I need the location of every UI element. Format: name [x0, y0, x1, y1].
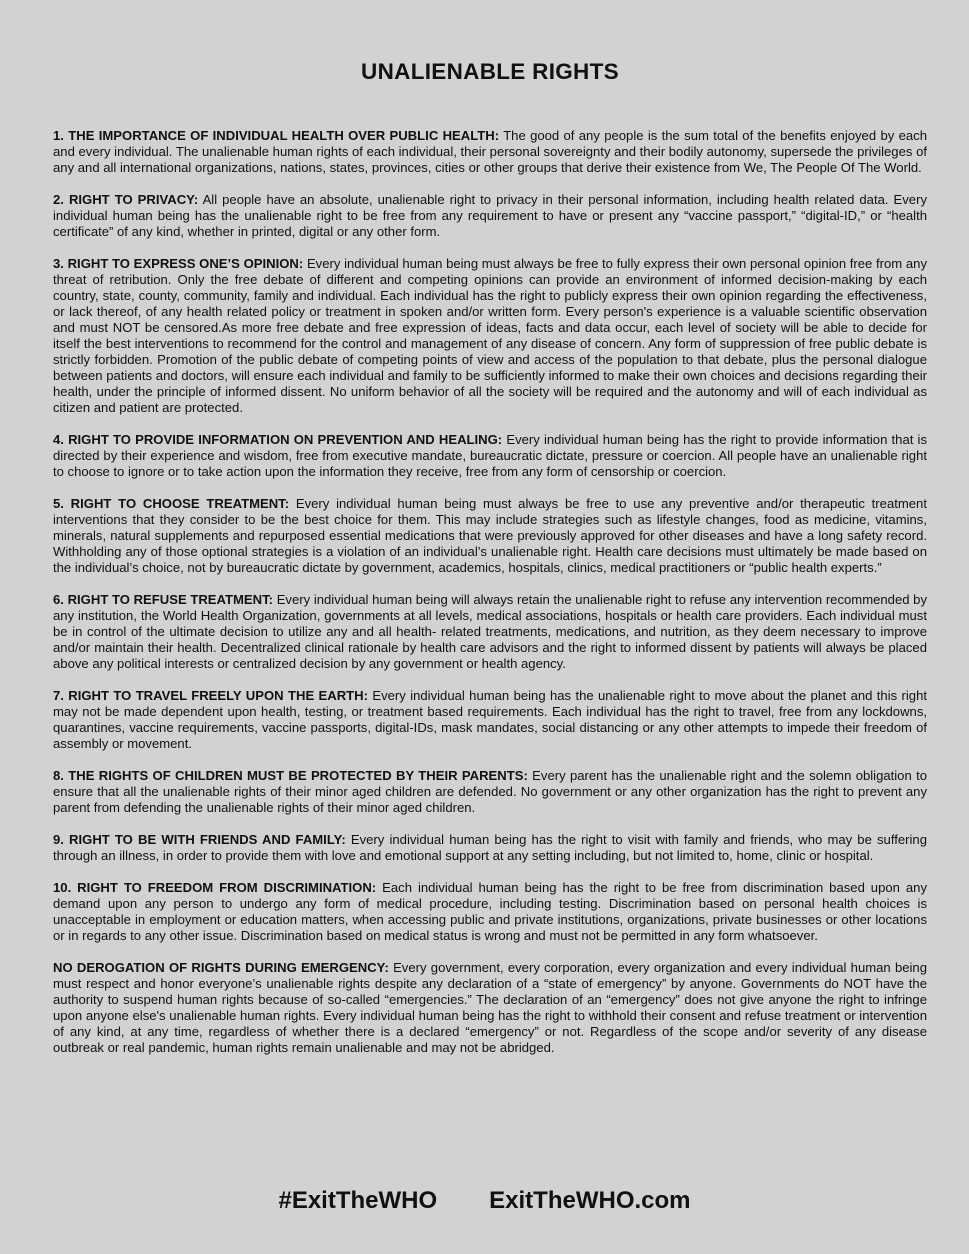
section-body: Every parent has the unalienable right and the solemn obligation to ensure that all the unalienable rights of their minor aged children are defended. No government or any other organization has the right to prevent any parent from defending the unalienable rights of their minor aged children. — [53, 768, 927, 815]
section-heading: 3. RIGHT TO EXPRESS ONE’S OPINION: — [53, 256, 304, 271]
section-body: Every individual human being has the unalienable right to move about the planet and this right may not be made dependent upon health, testing, or treatment based requirements. Each individual has the right to travel, free from any lockdowns, quarantines, vaccine requirements, vaccine passports, digital-IDs, mask mandates, social distancing or any other attempts to impede their freedom of assembly or movement. — [53, 688, 928, 751]
section-heading: 7. RIGHT TO TRAVEL FREELY UPON THE EARTH: — [53, 688, 368, 703]
section-8 — [53, 768, 927, 816]
section-body: All people have an absolute, unalienable right to privacy in their personal information, including health related data. Every individual human being has the unalienable right to be free from any requirement to have or present any “vaccine passport,” “digital-ID,” or “health certificate” of any kind, whether in printed, digital or any other form. — [53, 192, 927, 239]
section-heading: NO DEROGATION OF RIGHTS DURING EMERGENCY: — [53, 960, 389, 975]
section-body: Every individual human being must always be free to fully express their own personal opinion free from any threat of retribution. Only the free debate of different and competing opinions can provide an environment of informed decision-making by each country, state, county, community, family and individual. Each individual has the right to publicly express their own opinion regarding the effectiveness, or lack thereof, of any health related policy or treatment in spoken and/or written form. Every person's experience is a valuable scientific observation and must NOT be censored.As more free debate and free expression of ideas, facts and data occur, each level of society will be able to decide for itself the best interventions to recommend for the control and management of any disease of concern. Any form of suppression of free public debate is strictly forbidden. Promotion of the public debate of competing points of view and access of the population to that debate, plus the personal dialogue between patients and doctors, will ensure each individual and family to be sufficiently informed to make their own choices and decisions regarding their health, under the principle of informed dissent. No uniform behavior of all the society will be required and the autonomy and will of each individual as citizen and patient are protected. — [53, 256, 927, 415]
section-4 — [53, 432, 927, 480]
footer — [0, 1184, 969, 1218]
footer-website: ExitTheWHO.com — [489, 1187, 691, 1214]
section-heading: 4. RIGHT TO PROVIDE INFORMATION ON PREVENTION AND HEALING: — [53, 432, 503, 447]
section-body: Every individual human being has the right to provide information that is directed by their experience and wisdom, free from executive mandate, bureaucratic dictate, pressure or coercion. All people have an unalienable right to choose to ignore or to take action upon the information they receive, free from any form of censorship or coercion. — [53, 432, 927, 479]
section-body: The good of any people is the sum total of the benefits enjoyed by each and every individual. The unalienable human rights of each individual, their personal sovereignty and their bodily autonomy, supersede the privileges of any and all international organizations, nations, states, provinces, cities or other groups that derive their existence from We, The People Of The World. — [53, 128, 927, 175]
sections-list — [53, 128, 927, 1056]
section-heading: 10. RIGHT TO FREEDOM FROM DISCRIMINATION: — [53, 880, 377, 895]
section-5 — [53, 496, 927, 576]
footer-hashtag: #ExitTheWHO — [278, 1187, 438, 1214]
section-heading: 5. RIGHT TO CHOOSE TREATMENT: — [53, 496, 290, 511]
section-no-derogation — [53, 960, 927, 1056]
section-heading: 9. RIGHT TO BE WITH FRIENDS AND FAMILY: — [53, 832, 346, 847]
section-9 — [53, 832, 927, 864]
section-body: Every government, every corporation, every organization and every individual human being must respect and honor everyone’s unalienable rights despite any declaration of a “state of emergency” by anyone. Governments do NOT have the authority to suspend human rights because of so-called “emergencies.” The declaration of an “emergency” does not give anyone the right to infringe upon anyone else's unalienable human rights. Every individual human being has the right to withhold their consent and refuse treatment or intervention of any kind, at any time, regardless of whether there is a declared “emergency” or not. Regardless of the scope and/or severity of any disease outbreak or real pandemic, human rights remain unalienable and may not be abridged. — [53, 960, 928, 1055]
section-heading: 8. THE RIGHTS OF CHILDREN MUST BE PROTECTED BY THEIR PARENTS: — [53, 768, 528, 783]
section-body: Every individual human being will always retain the unalienable right to refuse any intervention recommended by any institution, the World Health Organization, governments at all levels, medical associations, hospitals or health care providers. Each individual must be in control of the ultimate decision to utilize any and all health- related treatments, medications, and nutrition, as they deem necessary to improve and/or maintain their health. Decentralized clinical rationale by health care advisors and the right to informed dissent by patients will always be placed above any political interests or centralized decision by any government or health agency. — [53, 592, 928, 671]
section-6 — [53, 592, 927, 672]
section-2 — [53, 192, 927, 240]
section-heading: 1. THE IMPORTANCE OF INDIVIDUAL HEALTH OVER PUBLIC HEALTH: — [53, 128, 500, 143]
section-body: Every individual human being must always be free to use any preventive and/or therapeutic treatment interventions that they consider to be the best choice for them. This may include strategies such as lifestyle changes, food as medicine, vitamins, minerals, natural supplements and repurposed essential medications that were previously approved for other diseases and have a long safety record. Withholding any of those optional strategies is a violation of an individual’s unalienable right. Health care decisions must ultimately be made based on the individual’s choice, not by bureaucratic dictate by government, academics, hospitals, clinics, medical practitioners or “public health experts.” — [53, 496, 927, 575]
document-page — [53, 56, 927, 1072]
section-3 — [53, 256, 927, 416]
section-7 — [53, 688, 927, 752]
section-10 — [53, 880, 927, 944]
section-body: Every individual human being has the right to visit with family and friends, who may be suffering through an illness, in order to provide them with love and emotional support at any setting including, but not limited to, home, clinic or hospital. — [53, 832, 927, 863]
section-body: Each individual human being has the right to be free from discrimination based upon any demand upon any person to undergo any form of medical procedure, including testing. Discrimination based on personal health choices is unacceptable in employment or education matters, when accessing public and private institutions, organizations, private businesses or other locations or in regards to any other issue. Discrimination based on medical status is wrong and must not be permitted in any form whatsoever. — [53, 880, 928, 943]
page-title: UNALIENABLE RIGHTS — [361, 59, 619, 84]
section-heading: 6. RIGHT TO REFUSE TREATMENT: — [53, 592, 274, 607]
section-heading: 2. RIGHT TO PRIVACY: — [53, 192, 199, 207]
section-1 — [53, 128, 927, 176]
